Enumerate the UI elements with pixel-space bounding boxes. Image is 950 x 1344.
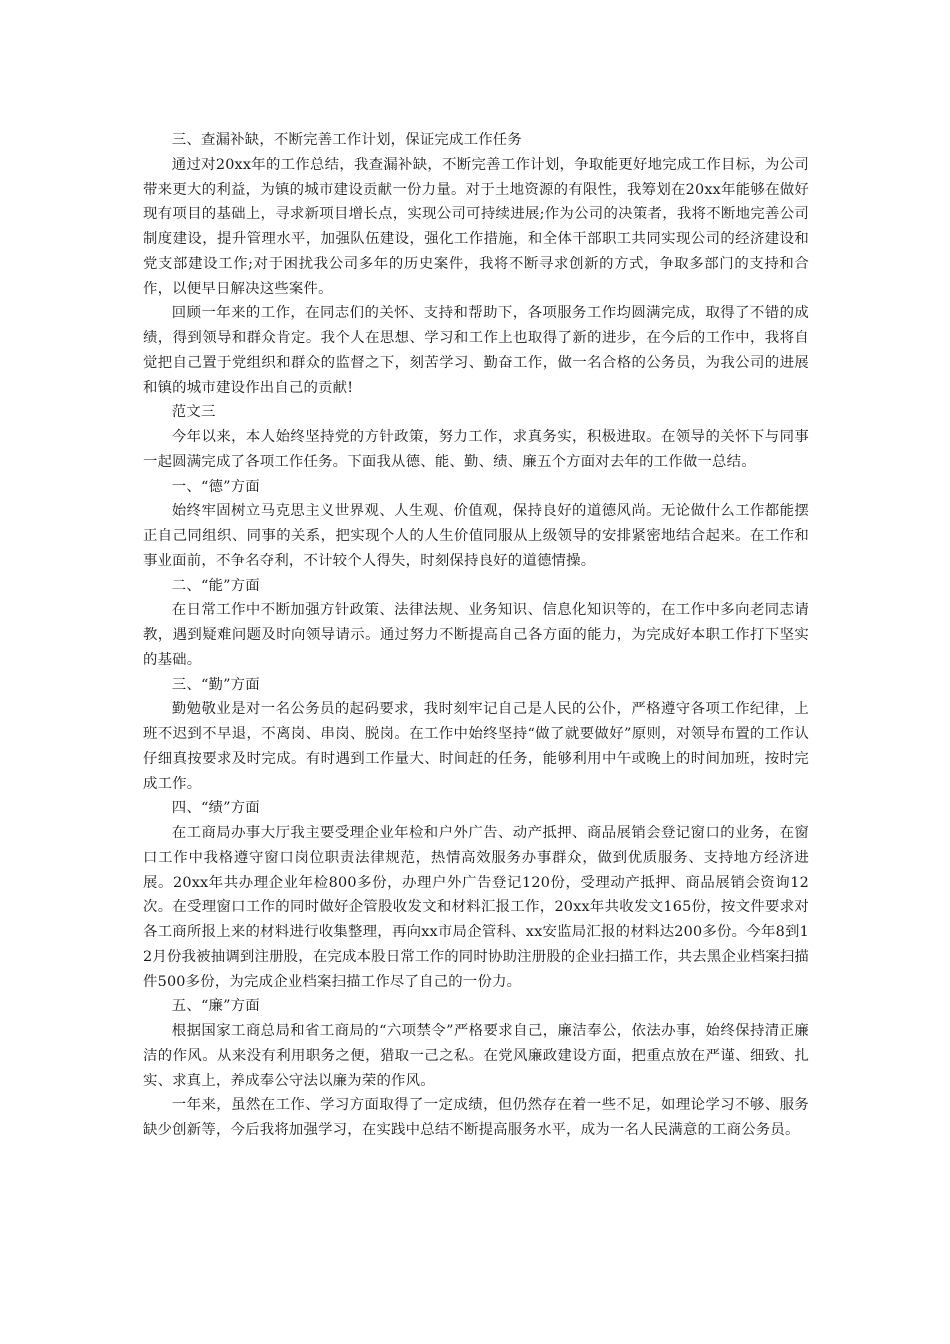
paragraph: 一年来，虽然在工作、学习方面取得了一定成绩，但仍然存在着一些不足，如理论学习不够、服务缺少创新等，今后我将加强学习，在实践中总结不断提高服务水平，成为一名人民满意的工商公务员。 xyxy=(143,1097,809,1138)
paragraph: 勤勉敬业是对一名公务员的起码要求，我时刻牢记自己是人民的公仆，严格遵守各项工作纪律，上班不迟到不早退，不离岗、串岗、脱岗。在工作中始终坚持“做了就要做好”原则，对领导布置的工作认仔细真按要求及时完成。有时遇到工作量大、时间赶的任务，能够利用中午或晚上的时间加班，按时完成工作。 xyxy=(143,701,809,792)
paragraph: 通过对20xx年的工作总结，我查漏补缺，不断完善工作计划，争取能更好地完成工作目标，为公司带来更大的利益，为镇的城市建设贡献一份力量。对于土地资源的有限性，我筹划在20xx年能够在做好现有项目的基础上，寻求新项目增长点，实现公司可持续进展;作为公司的决策者，我将不断地完善公司制度建设，提升管理水平，加强队伍建设，强化工作措施，和全体干部职工共同实现公司的经济建设和党支部建设工作;对于困扰我公司多年的历史案件，我将不断寻求创新的方式，争取多部门的支持和合作，以便早日解决这些案件。 xyxy=(143,156,809,297)
paragraph: 根据国家工商总局和省工商局的“六项禁令”严格要求自己，廉洁奉公，依法办事，始终保持清正廉洁的作风。从来没有利用职务之便，猎取一己之私。在党风廉政建设方面，把重点放在严谨、细致、扎实、求真上，养成奉公守法以廉为荣的作风。 xyxy=(143,1023,809,1089)
document-body xyxy=(143,128,809,1143)
paragraph: 在工商局办事大厅我主要受理企业年检和户外广告、动产抵押、商品展销会登记窗口的业务，在窗口工作中我格遵守窗口岗位职责法律规范，热情高效服务办事群众，做到优质服务、支持地方经济进展。20xx年共办理企业年检800多份，办理户外广告登记120份，受理动产抵押、商品展销会资询12次。在受理窗口工作的同时做好企管股收发文和材料汇报工作，20xx年共收发文165份，按文件要求对各工商所报上来的材料进行收集整理，再向xx市局企管科、xx安监局汇报的材料达200多份。今年8到12月份我被抽调到注册股，在完成本股日常工作的同时协助注册股的企业扫描工作，共去黑企业档案扫描件500多份，为完成企业档案扫描工作尽了自己的一份力。 xyxy=(143,825,809,990)
section-heading-ji: 四、“绩”方面 xyxy=(171,800,260,817)
paragraph: 今年以来，本人始终坚持党的方针政策，努力工作，求真务实，积极进取。在领导的关怀下与同事一起圆满完成了各项工作任务。下面我从德、能、勤、绩、廉五个方面对去年的工作做一总结。 xyxy=(143,429,809,470)
section-heading-qin: 三、“勤”方面 xyxy=(171,676,260,693)
section-heading-3: 三、查漏补缺，不断完善工作计划，保证完成工作任务 xyxy=(171,132,522,148)
paragraph: 在日常工作中不断加强方针政策、法律法规、业务知识、信息化知识等的，在工作中多向老同志请教，遇到疑难问题及时向领导请示。通过努力不断提高自己各方面的能力，为完成好本职工作打下坚实的基础。 xyxy=(143,602,809,668)
section-heading-de: 一、“德”方面 xyxy=(171,478,260,495)
paragraph: 始终牢固树立马克思主义世界观、人生观、价值观，保持良好的道德风尚。无论做什么工作都能摆正自己同组织、同事的关系，把实现个人的人生价值同服从上级领导的安排紧密地结合起来。在工作和事业面前，不争名夺利，不计较个人得失，时刻保持良好的道德情操。 xyxy=(143,503,809,569)
section-heading-lian: 五、“廉”方面 xyxy=(171,998,260,1015)
paragraph: 回顾一年来的工作，在同志们的关怀、支持和帮助下，各项服务工作均圆满完成，取得了不错的成绩，得到领导和群众肯定。我个人在思想、学习和工作上也取得了新的进步，在今后的工作中，我将自觉把自己置于党组织和群众的监督之下，刻苦学习、勤奋工作，做一名合格的公务员，为我公司的进展和镇的城市建设作出自己的贡献! xyxy=(143,305,809,396)
sample-title: 范文三 xyxy=(171,404,216,421)
section-heading-neng: 二、“能”方面 xyxy=(171,577,260,594)
